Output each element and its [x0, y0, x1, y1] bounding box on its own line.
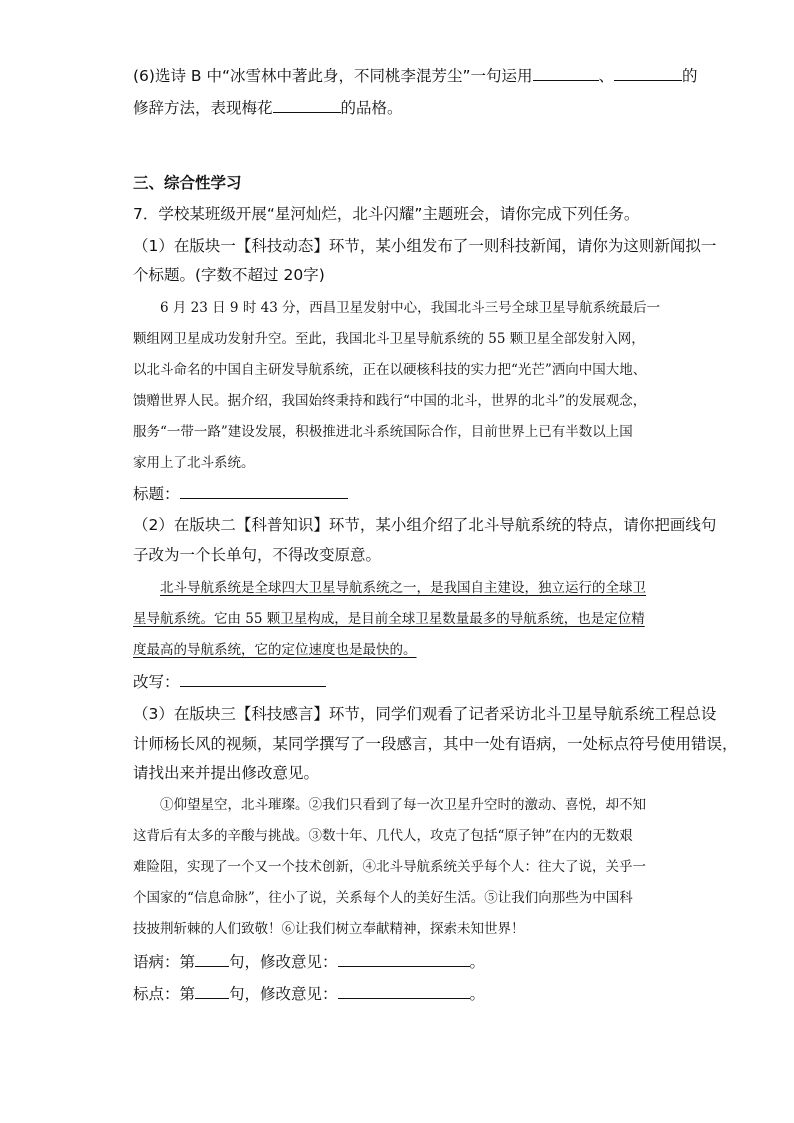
punctuation-sentence-number-blank[interactable] — [195, 984, 229, 999]
news-line: 服务“一带一路”建设发展，积极推进北斗系统国际合作，目前世界上已有半数以上国 — [133, 424, 633, 440]
title-answer-blank[interactable] — [180, 484, 348, 499]
underlined-sentence: 度最高的导航系统，它的定位速度也是最快的。 — [133, 642, 417, 658]
q7-part1-line2: 个标题。(字数不超过 20字) — [133, 266, 325, 284]
underlined-sentence: 星导航系统。它由 55 颗卫星构成，是目前全球卫星数量最多的导航系统，也是定位精 — [133, 611, 645, 627]
punctuation-answer-row: 标点：第 句，修改意见： 。 — [133, 985, 486, 1003]
q7-intro: 7．学校某班级开展“星河灿烂，北斗闪耀”主题班会，请你完成下列任务。 — [133, 205, 640, 223]
grammar-suggestion-blank[interactable] — [338, 952, 470, 967]
grammar-answer-row: 语病：第 句，修改意见： 。 — [133, 953, 486, 971]
passage-line: ①仰望星空，北斗璀璨。②我们只看到了每一次卫星升空时的激动、喜悦，却不知 — [160, 797, 646, 813]
q7-part3-line2: 计师杨长风的视频，某同学撰写了一段感言，其中一处有语病，一处标点符号使用错误， — [133, 735, 738, 753]
passage-line: 技披荆斩棘的人们致敬！⑥让我们树立奉献精神，探索未知世界！ — [133, 921, 525, 937]
q7-part2-line2: 子改为一个长单句，不得改变原意。 — [133, 546, 382, 564]
punctuation-suggestion-blank[interactable] — [338, 984, 470, 999]
news-line: 家用上了北斗系统。 — [133, 455, 255, 471]
q7-part1-line1: （1）在版块一【科技动态】环节，某小组发布了一则科技新闻，请你为这则新闻拟一 — [133, 237, 717, 255]
q7-part3-line1: （3）在版块三【科技感言】环节，同学们观看了记者采访北斗卫星导航系统工程总设 — [133, 705, 717, 723]
passage-line: 难险阻，实现了一个又一个技术创新，④北斗导航系统关乎每个人：往大了说，关乎一 — [133, 859, 646, 875]
title-answer-row: 标题： — [133, 484, 348, 504]
q6-answer-blank-1[interactable] — [533, 66, 599, 81]
passage-line: 这背后有太多的辛酸与挑战。③数十年、几代人，攻克了包括“原子钟”在内的无数艰 — [133, 828, 633, 844]
news-line: 6 月 23 日 9 时 43 分，西昌卫星发射中心，我国北斗三号全球卫星导航系统最后一 — [160, 300, 661, 316]
rewrite-answer-row: 改写： — [133, 672, 326, 692]
q6-answer-blank-2[interactable] — [614, 66, 682, 81]
q7-part2-line1: （2）在版块二【科普知识】环节，某小组介绍了北斗导航系统的特点，请你把画线句 — [133, 516, 717, 534]
news-line: 馈赠世界人民。据介绍，我国始终秉持和践行“中国的北斗，世界的北斗”的发展观念， — [133, 393, 647, 409]
grammar-sentence-number-blank[interactable] — [195, 952, 229, 967]
news-line: 以北斗命名的中国自主研发导航系统，正在以硬核科技的实力把“光芒”洒向中国大地、 — [133, 362, 647, 378]
rewrite-answer-blank[interactable] — [180, 672, 326, 687]
q6-answer-blank-3[interactable] — [273, 98, 341, 113]
q6-line2: 修辞方法，表现梅花 的品格。 — [133, 99, 403, 117]
q6-line1: (6)选诗 B 中“冰雪林中著此身，不同桃李混芳尘”一句运用 、 的 — [133, 67, 698, 85]
q7-part3-line3: 请找出来并提出修改意见。 — [133, 764, 320, 782]
passage-line: 个国家的“信息命脉”，往小了说，关系每个人的美好生活。⑤让我们向那些为中国科 — [133, 890, 633, 906]
news-line: 颗组网卫星成功发射升空。至此，我国北斗卫星导航系统的 55 颗卫星全部发射入网， — [133, 331, 645, 347]
section-title: 三、综合性学习 — [133, 174, 242, 192]
underlined-sentence: 北斗导航系统是全球四大卫星导航系统之一，是我国自主建设，独立运行的全球卫 — [160, 580, 646, 596]
